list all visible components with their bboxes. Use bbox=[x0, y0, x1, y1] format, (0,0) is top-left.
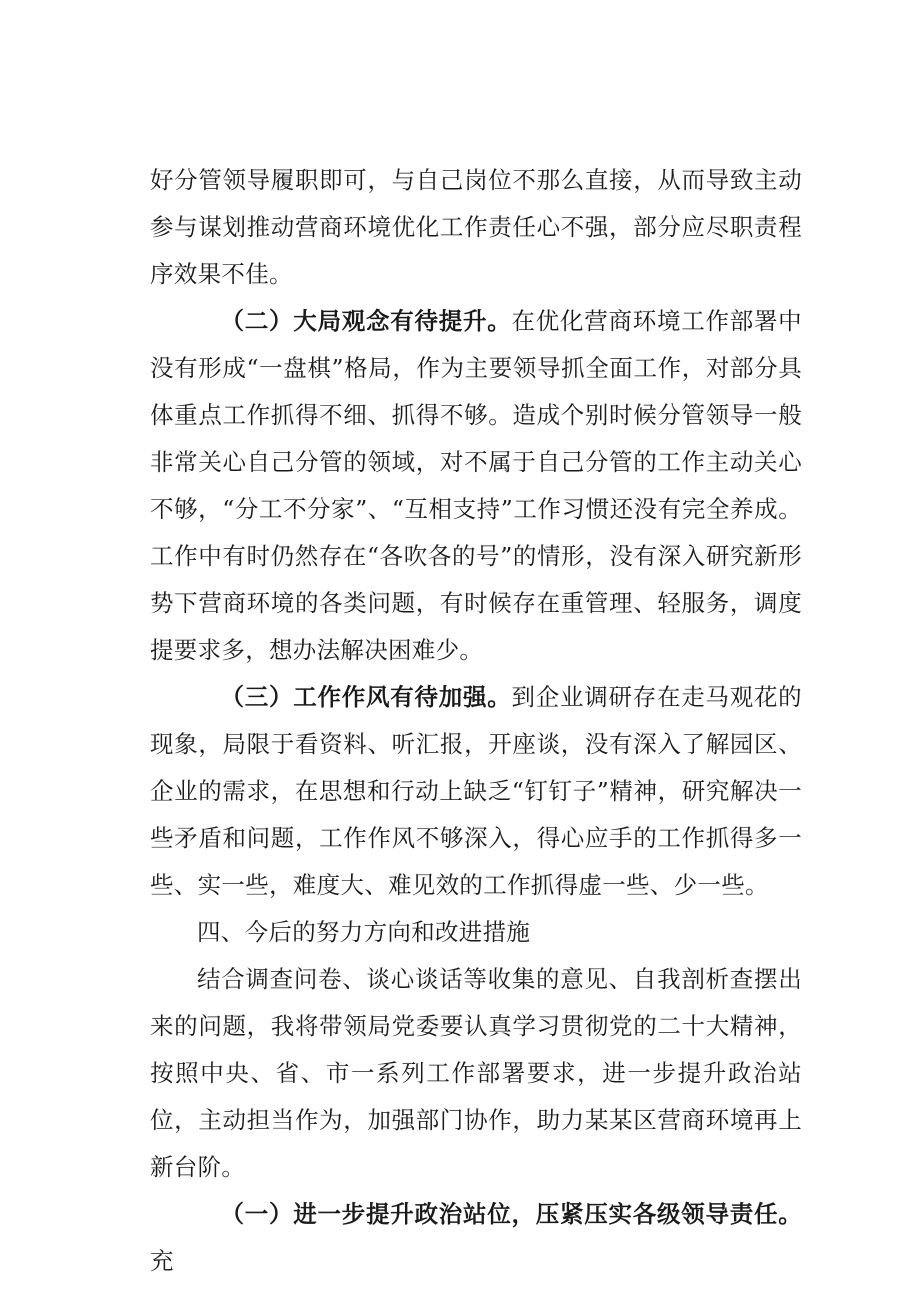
paragraph-body-work-style: 到企业调研存在走马观花的现象，局限于看资料、听汇报，开座谈，没有深入了解园区、企业的需求，在思想和行动上缺乏“钉钉子”精神，研究解决一些矛盾和问题，工作作风不够深入，得心应手的工作抓得多一些、实一些，难度大、难见效的工作抓得虚一些、少一些。 bbox=[150, 683, 802, 899]
paragraph-lead-work-style: （三）工作作风有待加强。 bbox=[220, 683, 512, 711]
paragraph-lead-overall-view: （二）大局观念有待提升。 bbox=[220, 307, 512, 335]
paragraph-continued: 好分管领导履职即可，与自己岗位不那么直接，从而导致主动参与谋划推动营商环境优化工作责任心不强，部分应尽职责程序效果不佳。 bbox=[150, 166, 802, 288]
paragraph-work-style bbox=[150, 674, 802, 909]
paragraph-body-political-stance: 充 bbox=[150, 1247, 174, 1275]
paragraph-lead-political-stance: （一）进一步提升政治站位，压紧压实各级领导责任。 bbox=[220, 1200, 802, 1228]
paragraph-body-overall-view: 在优化营商环境工作部署中没有形成“一盘棋”格局，作为主要领导抓全面工作，对部分具体重点工作抓得不细、抓得不够。造成个别时候分管领导一般非常关心自己分管的领域，对不属于自己分管的工作主动关心不够，“分工不分家”、“互相支持”工作习惯还没有完全养成。工作中有时仍然存在“各吹各的号”的情形，没有深入研究新形势下营商环境的各类问题，有时候存在重管理、轻服务，调度提要求多，想办法解决困难少。 bbox=[150, 307, 802, 664]
document-page bbox=[150, 157, 802, 1285]
paragraph-political-stance bbox=[150, 1191, 802, 1285]
section-heading-four: 四、今后的努力方向和改进措施 bbox=[197, 918, 531, 946]
paragraph-overall-view bbox=[150, 298, 802, 674]
paragraph-intro-measures: 结合调查问卷、谈心谈话等收集的意见、自我剖析查摆出来的问题，我将带领局党委要认真学习贯彻党的二十大精神，按照中央、省、市一系列工作部署要求，进一步提升政治站位，主动担当作为，加强部门协作，助力某某区营商环境再上新台阶。 bbox=[150, 965, 802, 1181]
